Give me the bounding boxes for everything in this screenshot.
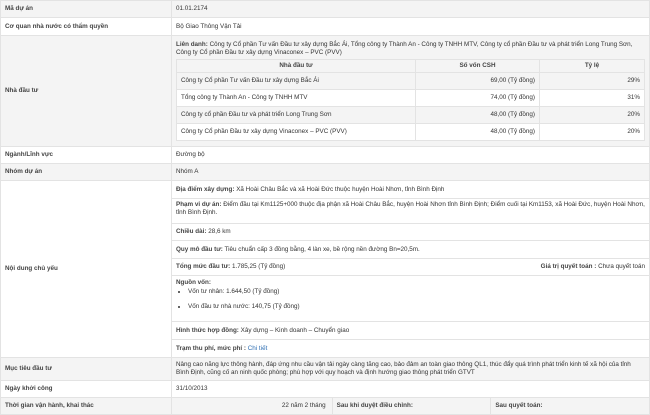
- investor-equity: 48,00 (Tỷ đồng): [416, 123, 540, 140]
- label-agency: Cơ quan nhà nước có thẩm quyền: [1, 18, 172, 36]
- total-value: 1.785,25 (Tỷ đồng): [232, 263, 286, 270]
- label-project-code: Mã dự án: [1, 1, 172, 18]
- settlement-value: Chưa quyết toán: [598, 263, 645, 270]
- capital-list: [176, 288, 645, 311]
- location-line: [172, 181, 649, 199]
- after-audit: [333, 398, 492, 414]
- total-investment: [176, 259, 285, 275]
- investor-ratio: 20%: [540, 123, 645, 140]
- contract-line: [172, 322, 649, 340]
- investor-row: [177, 89, 645, 106]
- row-operation: [1, 398, 650, 415]
- investor-row: [177, 106, 645, 123]
- investor-table-header: [177, 59, 645, 72]
- investor-cell: [172, 36, 650, 147]
- investor-equity: 74,00 (Tỷ đồng): [416, 89, 540, 106]
- investor-equity: 69,00 (Tỷ đồng): [416, 72, 540, 89]
- location-label: Địa điểm xây dựng:: [176, 186, 235, 193]
- total-line: [172, 259, 649, 276]
- after-audit-label: Sau khi duyệt điều chỉnh:: [336, 402, 413, 409]
- value-objective: Nâng cao năng lực thông hành, đáp ứng nhu cầu vận tải ngày càng tăng cao, bảo đảm an toàn giao thông QL1, thúc đẩy quá trình phát triển kinh tế xã hội của tỉnh Bình Định, cũng cố an ninh quốc phòng; phù hợp với quy hoạch và định hướng giao thông phát triển GTVT: [172, 358, 650, 381]
- length-label: Chiều dài:: [176, 228, 207, 235]
- investor-row: [177, 72, 645, 89]
- location-value: Xã Hoài Châu Bắc và xã Hoài Đức thuộc huyện Hoài Nhơn, tỉnh Bình Định: [236, 186, 445, 193]
- row-agency: [1, 18, 650, 36]
- value-project-code: 01.01.2174: [172, 1, 650, 18]
- toll-detail-link[interactable]: Chi tiết: [247, 345, 268, 352]
- value-group: Nhóm A: [172, 164, 650, 181]
- contract-label: Hình thức hợp đồng:: [176, 327, 239, 334]
- label-content: Nội dung chủ yếu: [1, 181, 172, 358]
- label-start-date: Ngày khởi công: [1, 381, 172, 398]
- total-label: Tổng mức đầu tư:: [176, 263, 231, 270]
- toll-line: [172, 340, 649, 357]
- settlement-label: Giá trị quyết toán :: [540, 263, 597, 270]
- capital-item: • Vốn tư nhân: 1.644,50 (Tỷ đồng): [188, 288, 645, 296]
- length-value: 28,6 km: [208, 228, 231, 235]
- label-group: Nhóm dự án: [1, 164, 172, 181]
- scale-value: Tiêu chuẩn cấp 3 đồng bằng, 4 làn xe, bề rộng nền đường Bn=20,5m.: [224, 246, 420, 253]
- settlement: [541, 259, 645, 275]
- after-settlement: [491, 398, 649, 414]
- scale-label: Quy mô đầu tư:: [176, 246, 223, 253]
- investor-name: Công ty Cổ phần Đầu tư xây dựng Vinaconex – PVC (PVV): [177, 123, 416, 140]
- row-content: [1, 181, 650, 358]
- investor-ratio: 20%: [540, 106, 645, 123]
- label-sector: Ngành/Lĩnh vực: [1, 147, 172, 164]
- after-settlement-label: Sau quyết toán:: [495, 402, 543, 409]
- header-equity: Số vốn CSH: [416, 59, 540, 72]
- investor-name: Tổng công ty Thành An - Công ty TNHH MTV: [177, 89, 416, 106]
- content-cell: [172, 181, 650, 358]
- value-sector: Đường bộ: [172, 147, 650, 164]
- label-objective: Mục tiêu đầu tư: [1, 358, 172, 381]
- value-start-date: 31/10/2013: [172, 381, 650, 398]
- consortium-label: Liên danh:: [176, 41, 208, 49]
- toll-label: Trạm thu phí, mức phí :: [176, 345, 246, 352]
- scope-line: [172, 199, 649, 224]
- consortium-value: Công ty Cổ phần Tư vấn Đầu tư xây dựng Bắc Ái, Tổng công ty Thành An - Công ty TNHH MTV, Công ty cổ phần Đầu tư và phát triển Long Trung Sơn, Công ty Cổ phần Đầu tư xây dựng Vinaconex – PVC (PVV): [176, 41, 633, 56]
- row-group: [1, 164, 650, 181]
- capital-item: • Vốn đầu tư nhà nước: 140,75 (Tỷ đồng): [188, 303, 645, 311]
- scale-line: [172, 241, 649, 259]
- capital-line: [172, 276, 649, 322]
- label-operation: Thời gian vận hành, khai thác: [1, 398, 172, 415]
- scope-label: Phạm vi dự án:: [176, 201, 222, 208]
- value-agency: Bộ Giao Thông Vận Tải: [172, 18, 650, 36]
- operation-value: 22 năm 2 tháng: [172, 398, 333, 414]
- row-objective: [1, 358, 650, 381]
- investor-row: [177, 123, 645, 140]
- investor-equity: 48,00 (Tỷ đồng): [416, 106, 540, 123]
- contract-value: Xây dựng – Kinh doanh – Chuyển giao: [240, 327, 350, 334]
- operation-split: [172, 398, 649, 414]
- label-investor: Nhà đầu tư: [1, 36, 172, 147]
- operation-cell: [172, 398, 650, 415]
- header-investor: Nhà đầu tư: [177, 59, 416, 72]
- scope-value: Điểm đầu tại Km1125+000 thuộc địa phận xã Hoài Châu Bắc, huyện Hoài Nhơn tỉnh Bình Định; Điểm cuối tại Km1153, xã Hoài Đức, huyện Hoài Nhơn, tỉnh Bình Định.: [176, 201, 645, 216]
- row-investor: [1, 36, 650, 147]
- capital-label: Nguồn vốn:: [176, 279, 211, 286]
- row-project-code: [1, 1, 650, 18]
- investor-ratio: 29%: [540, 72, 645, 89]
- row-start-date: [1, 381, 650, 398]
- header-ratio: Tỷ lệ: [540, 59, 645, 72]
- row-sector: [1, 147, 650, 164]
- investor-name: Công ty cổ phần Đầu tư và phát triển Long Trung Sơn: [177, 106, 416, 123]
- investor-table: [176, 59, 645, 141]
- length-line: [172, 224, 649, 241]
- consortium-line: [176, 41, 645, 57]
- investor-name: Công ty Cổ phần Tư vấn Đầu tư xây dựng Bắc Ái: [177, 72, 416, 89]
- investor-ratio: 31%: [540, 89, 645, 106]
